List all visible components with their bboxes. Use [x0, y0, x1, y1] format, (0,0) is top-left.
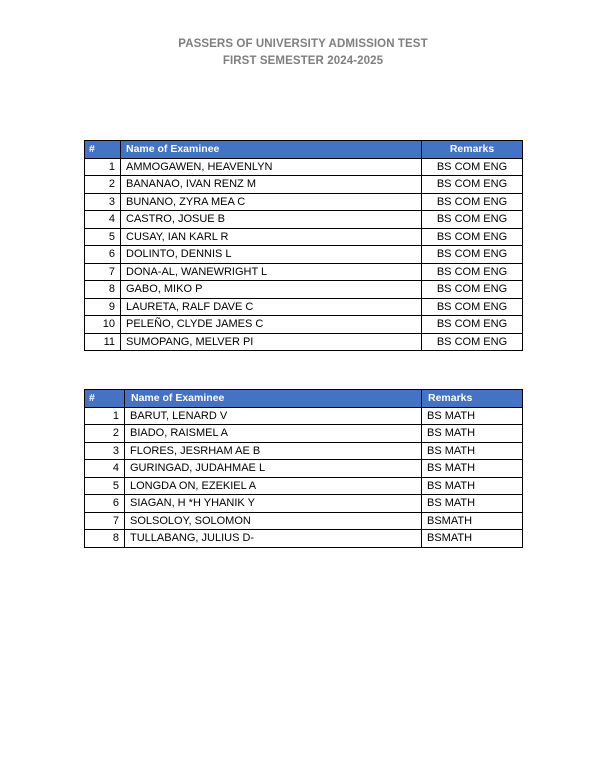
examinee-name-cell: GABO, MIKO P	[121, 281, 422, 299]
row-number-cell: 11	[85, 333, 121, 351]
table-row	[85, 211, 523, 229]
remarks-cell: BS MATH	[422, 495, 523, 513]
remarks-cell: BS MATH	[422, 407, 523, 425]
row-number-cell: 3	[85, 193, 121, 211]
row-number-cell: 6	[85, 246, 121, 264]
examinee-name-cell: BANANAO, IVAN RENZ M	[121, 176, 422, 194]
remarks-cell: BS COM ENG	[422, 193, 523, 211]
remarks-cell: BS MATH	[422, 477, 523, 495]
row-number-cell: 1	[85, 407, 125, 425]
remarks-cell: BS MATH	[422, 460, 523, 478]
examinee-name-cell: SUMOPANG, MELVER PI	[121, 333, 422, 351]
table-row	[85, 281, 523, 299]
table-row	[85, 477, 523, 495]
examinee-name-cell: CASTRO, JOSUE B	[121, 211, 422, 229]
table-row	[85, 298, 523, 316]
table-row	[85, 512, 523, 530]
examinee-name-cell: BUNANO, ZYRA MEA C	[121, 193, 422, 211]
examinee-name-cell: DONA-AL, WANEWRIGHT L	[121, 263, 422, 281]
row-number-cell: 4	[85, 460, 125, 478]
row-number-cell: 10	[85, 316, 121, 334]
examinee-name-cell: BARUT, LENARD V	[125, 407, 422, 425]
table-row	[85, 246, 523, 264]
remarks-cell: BS MATH	[422, 442, 523, 460]
column-header-name: Name of Examinee	[121, 141, 422, 159]
remarks-cell: BS COM ENG	[422, 298, 523, 316]
remarks-cell: BS COM ENG	[422, 211, 523, 229]
column-header-remarks: Remarks	[422, 390, 523, 408]
row-number-cell: 7	[85, 512, 125, 530]
remarks-cell: BS COM ENG	[422, 228, 523, 246]
remarks-cell: BS COM ENG	[422, 263, 523, 281]
remarks-cell: BS COM ENG	[422, 158, 523, 176]
column-header-remarks: Remarks	[422, 141, 523, 159]
document-subtitle: FIRST SEMESTER 2024-2025	[222, 55, 384, 67]
column-header-number: #	[85, 390, 125, 408]
examinee-name-cell: BIADO, RAISMEL A	[125, 425, 422, 443]
table-row	[85, 176, 523, 194]
remarks-cell: BS COM ENG	[422, 281, 523, 299]
row-number-cell: 8	[85, 281, 121, 299]
table-row	[85, 425, 523, 443]
column-header-number: #	[85, 141, 121, 159]
document-title: PASSERS OF UNIVERSITY ADMISSION TEST	[178, 38, 428, 50]
table-row	[85, 263, 523, 281]
examinee-name-cell: GURINGAD, JUDAHMAE L	[125, 460, 422, 478]
examinee-name-cell: PELEÑO, CLYDE JAMES C	[121, 316, 422, 334]
table-row	[85, 316, 523, 334]
examinee-name-cell: SIAGAN, H *H YHANIK Y	[125, 495, 422, 513]
examinee-name-cell: SOLSOLOY, SOLOMON	[125, 512, 422, 530]
examinee-name-cell: AMMOGAWEN, HEAVENLYN	[121, 158, 422, 176]
examinee-name-cell: CUSAY, IAN KARL R	[121, 228, 422, 246]
row-number-cell: 4	[85, 211, 121, 229]
examinee-name-cell: LONGDA ON, EZEKIEL A	[125, 477, 422, 495]
table-row	[85, 228, 523, 246]
com-eng-passers-table	[84, 140, 523, 351]
row-number-cell: 7	[85, 263, 121, 281]
table-row	[85, 460, 523, 478]
examinee-name-cell: DOLINTO, DENNIS L	[121, 246, 422, 264]
table-row	[85, 193, 523, 211]
remarks-cell: BS COM ENG	[422, 333, 523, 351]
row-number-cell: 6	[85, 495, 125, 513]
row-number-cell: 5	[85, 477, 125, 495]
remarks-cell: BSMATH	[422, 512, 523, 530]
row-number-cell: 1	[85, 158, 121, 176]
row-number-cell: 2	[85, 425, 125, 443]
examinee-name-cell: FLORES, JESRHAM AE B	[125, 442, 422, 460]
row-number-cell: 5	[85, 228, 121, 246]
table-row	[85, 333, 523, 351]
table-row	[85, 158, 523, 176]
remarks-cell: BS COM ENG	[422, 246, 523, 264]
table-header-row	[85, 390, 523, 408]
row-number-cell: 9	[85, 298, 121, 316]
examinee-name-cell: LAURETA, RALF DAVE C	[121, 298, 422, 316]
table-header-row	[85, 141, 523, 159]
remarks-cell: BS COM ENG	[422, 176, 523, 194]
remarks-cell: BS MATH	[422, 425, 523, 443]
row-number-cell: 8	[85, 530, 125, 548]
table-row	[85, 442, 523, 460]
table-row	[85, 407, 523, 425]
remarks-cell: BSMATH	[422, 530, 523, 548]
column-header-name: Name of Examinee	[125, 390, 422, 408]
table-row	[85, 530, 523, 548]
row-number-cell: 3	[85, 442, 125, 460]
remarks-cell: BS COM ENG	[422, 316, 523, 334]
math-passers-table	[84, 389, 523, 548]
row-number-cell: 2	[85, 176, 121, 194]
table-row	[85, 495, 523, 513]
examinee-name-cell: TULLABANG, JULIUS D-	[125, 530, 422, 548]
